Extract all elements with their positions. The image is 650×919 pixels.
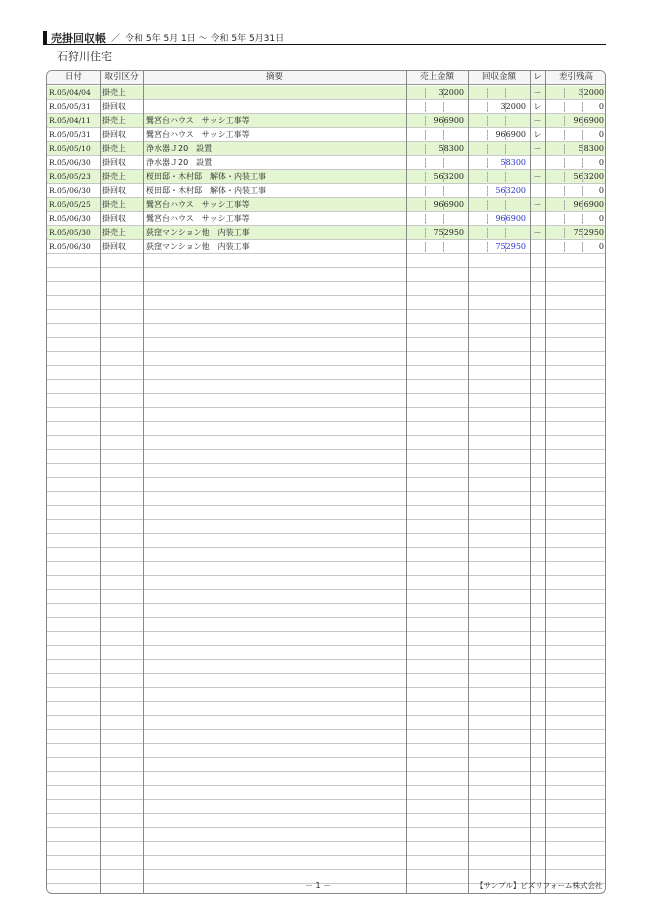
row-date: R.05/06/30 (49, 214, 91, 223)
table-row (47, 478, 605, 492)
row-balance: 0 (598, 242, 604, 251)
digit-guide (487, 116, 488, 126)
row-balance: 0 (598, 214, 604, 223)
digit-guide (564, 242, 565, 252)
row-balance: 32000 (578, 88, 604, 97)
column-divider (530, 71, 531, 893)
row-collection-amount: 752950 (495, 242, 526, 251)
table-row (47, 758, 605, 772)
row-balance: 0 (598, 102, 604, 111)
digit-guide (443, 214, 444, 224)
header-collection: 回収金額 (481, 72, 516, 82)
digit-guide (443, 144, 444, 154)
column-divider (545, 71, 546, 893)
table-row (47, 142, 605, 156)
table-row (47, 716, 605, 730)
row-check (530, 212, 545, 225)
digit-guide (505, 172, 506, 182)
table-row (47, 352, 605, 366)
row-type: 掛売上 (102, 88, 126, 97)
digit-guide (505, 186, 506, 196)
row-type: 掛売上 (102, 172, 126, 181)
row-collection-amount (468, 142, 526, 155)
digit-guide (487, 214, 488, 224)
digit-guide (564, 186, 565, 196)
digit-guide (564, 158, 565, 168)
digit-guide (564, 116, 565, 126)
table-row (47, 100, 605, 114)
row-collection-amount: 32000 (500, 102, 526, 111)
row-sales-amount: 966900 (433, 200, 464, 209)
row-description: 桜田邸・木村邸 解体・内装工事 (146, 186, 266, 195)
digit-guide (443, 186, 444, 196)
row-type: 掛売上 (102, 228, 126, 237)
row-collection-amount (468, 114, 526, 127)
row-type: 掛回収 (102, 130, 126, 139)
digit-guide (443, 200, 444, 210)
row-check: － (533, 228, 542, 237)
row-balance: 563200 (573, 172, 604, 181)
table-row (47, 338, 605, 352)
digit-guide (582, 242, 583, 252)
table-row (47, 576, 605, 590)
digit-guide (425, 172, 426, 182)
row-date: R.05/06/30 (49, 158, 91, 167)
row-balance: 966900 (573, 116, 604, 125)
column-divider (468, 71, 469, 893)
table-row (47, 660, 605, 674)
table-row (47, 842, 605, 856)
column-divider (100, 71, 101, 893)
digit-guide (443, 228, 444, 238)
row-type: 掛回収 (102, 158, 126, 167)
row-collection-amount (468, 86, 526, 99)
table-row (47, 128, 605, 142)
row-collection-amount: 966900 (495, 214, 526, 223)
row-description: 荻窪マンション他 内装工事 (146, 242, 250, 251)
row-description: 浄水器Ｊ20 設置 (146, 144, 213, 153)
row-description: 浄水器Ｊ20 設置 (146, 158, 213, 167)
row-sales-amount (406, 184, 464, 197)
row-balance: 752950 (573, 228, 604, 237)
digit-guide (443, 130, 444, 140)
row-check (530, 184, 545, 197)
digit-guide (487, 242, 488, 252)
row-description: 鷺宮台ハウス サッシ工事等 (146, 130, 250, 139)
digit-guide (582, 144, 583, 154)
row-date: R.05/06/30 (49, 242, 91, 251)
digit-guide (487, 144, 488, 154)
row-collection-amount (468, 226, 526, 239)
digit-guide (425, 116, 426, 126)
table-row (47, 856, 605, 870)
row-date: R.05/06/30 (49, 186, 91, 195)
table-row (47, 268, 605, 282)
digit-guide (582, 116, 583, 126)
digit-guide (505, 200, 506, 210)
row-collection-amount (468, 170, 526, 183)
digit-guide (425, 200, 426, 210)
row-check (530, 156, 545, 169)
digit-guide (425, 144, 426, 154)
row-collection-amount: 563200 (495, 186, 526, 195)
table-row (47, 730, 605, 744)
table-row (47, 772, 605, 786)
ledger-title: 売掛回収帳 (51, 31, 106, 45)
digit-guide (487, 130, 488, 140)
digit-guide (487, 228, 488, 238)
table-row (47, 464, 605, 478)
row-sales-amount: 58300 (438, 144, 464, 153)
digit-guide (564, 130, 565, 140)
ledger-title-bar (43, 31, 606, 45)
digit-guide (425, 88, 426, 98)
row-date: R.05/05/23 (49, 172, 91, 181)
header-check: レ (533, 72, 542, 82)
digit-guide (564, 228, 565, 238)
digit-guide (505, 144, 506, 154)
row-balance: 966900 (573, 200, 604, 209)
column-divider (143, 71, 144, 893)
digit-guide (505, 116, 506, 126)
digit-guide (443, 116, 444, 126)
header-date: 日付 (64, 72, 82, 82)
table-row (47, 156, 605, 170)
table-row (47, 366, 605, 380)
row-check: － (533, 144, 542, 153)
digit-guide (564, 172, 565, 182)
row-description: 桜田邸・木村邸 解体・内装工事 (146, 172, 266, 181)
title-separator: ／ (111, 34, 121, 44)
table-row (47, 184, 605, 198)
ledger-header-row (47, 71, 605, 85)
ledger-period: 令和 5年 5月 1日 ～ 令和 5年 5月31日 (125, 34, 285, 44)
digit-guide (487, 158, 488, 168)
table-row (47, 436, 605, 450)
digit-guide (425, 186, 426, 196)
column-divider (406, 71, 407, 893)
table-row (47, 548, 605, 562)
table-row (47, 408, 605, 422)
row-check (530, 240, 545, 253)
digit-guide (505, 242, 506, 252)
row-sales-amount (406, 128, 464, 141)
digit-guide (425, 102, 426, 112)
table-row (47, 450, 605, 464)
table-row (47, 688, 605, 702)
row-description (146, 100, 404, 113)
row-sales-amount: 752950 (433, 228, 464, 237)
table-row (47, 296, 605, 310)
digit-guide (582, 186, 583, 196)
digit-guide (505, 88, 506, 98)
row-sales-amount (406, 156, 464, 169)
table-row (47, 170, 605, 184)
row-date: R.05/05/10 (49, 144, 91, 153)
table-row (47, 422, 605, 436)
table-row (47, 310, 605, 324)
digit-guide (487, 102, 488, 112)
table-row (47, 240, 605, 254)
digit-guide (425, 214, 426, 224)
row-type: 掛売上 (102, 116, 126, 125)
digit-guide (582, 200, 583, 210)
header-sales: 売上金額 (419, 72, 454, 82)
table-row (47, 604, 605, 618)
table-row (47, 198, 605, 212)
digit-guide (582, 228, 583, 238)
row-type: 掛回収 (102, 214, 126, 223)
row-balance: 0 (598, 130, 604, 139)
digit-guide (505, 102, 506, 112)
digit-guide (582, 158, 583, 168)
row-description: 荻窪マンション他 内装工事 (146, 228, 250, 237)
row-type: 掛売上 (102, 200, 126, 209)
row-type: 掛回収 (102, 186, 126, 195)
digit-guide (505, 214, 506, 224)
row-balance: 0 (598, 158, 604, 167)
ledger-table (46, 70, 606, 894)
row-description: 鷺宮台ハウス サッシ工事等 (146, 200, 250, 209)
digit-guide (487, 88, 488, 98)
table-row (47, 492, 605, 506)
table-row (47, 702, 605, 716)
row-sales-amount: 966900 (433, 116, 464, 125)
row-check: － (533, 116, 542, 125)
digit-guide (582, 130, 583, 140)
digit-guide (505, 158, 506, 168)
digit-guide (443, 88, 444, 98)
table-row (47, 828, 605, 842)
row-date: R.05/05/30 (49, 228, 91, 237)
row-date: R.05/05/25 (49, 200, 91, 209)
digit-guide (443, 102, 444, 112)
row-date: R.05/04/04 (49, 88, 91, 97)
row-sales-amount (406, 240, 464, 253)
row-collection-amount: 966900 (495, 130, 526, 139)
page-number: － 1 － (305, 881, 332, 890)
header-type: 取引区分 (104, 72, 139, 82)
digit-guide (564, 144, 565, 154)
row-check: レ (533, 130, 542, 139)
table-row (47, 506, 605, 520)
row-date: R.05/04/11 (49, 116, 91, 125)
digit-guide (582, 172, 583, 182)
table-row (47, 632, 605, 646)
row-check: － (533, 88, 542, 97)
table-row (47, 282, 605, 296)
row-type: 掛回収 (102, 242, 126, 251)
row-sales-amount: 563200 (433, 172, 464, 181)
row-type: 掛回収 (102, 102, 126, 111)
table-row (47, 814, 605, 828)
digit-guide (487, 186, 488, 196)
row-description (146, 86, 404, 99)
header-balance: 差引残高 (558, 72, 593, 82)
digit-guide (505, 130, 506, 140)
table-row (47, 786, 605, 800)
row-check: レ (533, 102, 542, 111)
table-row (47, 800, 605, 814)
table-row (47, 254, 605, 268)
digit-guide (582, 88, 583, 98)
digit-guide (582, 214, 583, 224)
row-sales-amount (406, 212, 464, 225)
table-row (47, 114, 605, 128)
table-row (47, 226, 605, 240)
digit-guide (564, 214, 565, 224)
row-type: 掛売上 (102, 144, 126, 153)
digit-guide (582, 102, 583, 112)
row-date: R.05/05/31 (49, 130, 91, 139)
digit-guide (425, 130, 426, 140)
row-balance: 0 (598, 186, 604, 195)
digit-guide (425, 242, 426, 252)
table-row (47, 86, 605, 100)
table-row (47, 324, 605, 338)
digit-guide (487, 200, 488, 210)
table-row (47, 520, 605, 534)
table-row (47, 534, 605, 548)
table-row (47, 380, 605, 394)
digit-guide (505, 228, 506, 238)
table-row (47, 212, 605, 226)
row-check: － (533, 172, 542, 181)
table-row (47, 394, 605, 408)
row-balance: 58300 (578, 144, 604, 153)
header-description: 摘要 (265, 72, 283, 82)
digit-guide (564, 102, 565, 112)
table-row (47, 590, 605, 604)
digit-guide (443, 242, 444, 252)
table-row (47, 744, 605, 758)
row-description: 鷺宮台ハウス サッシ工事等 (146, 116, 250, 125)
digit-guide (443, 172, 444, 182)
digit-guide (425, 228, 426, 238)
digit-guide (425, 158, 426, 168)
footer-company: 【サンプル】ビズリフォーム株式会社 (476, 881, 603, 890)
table-row (47, 562, 605, 576)
row-date: R.05/05/31 (49, 102, 91, 111)
digit-guide (564, 88, 565, 98)
digit-guide (443, 158, 444, 168)
row-collection-amount (468, 198, 526, 211)
row-check: － (533, 200, 542, 209)
row-description: 鷺宮台ハウス サッシ工事等 (146, 214, 250, 223)
row-sales-amount: 32000 (438, 88, 464, 97)
table-row (47, 646, 605, 660)
table-row (47, 674, 605, 688)
digit-guide (487, 172, 488, 182)
table-row (47, 618, 605, 632)
company-name: 石狩川住宅 (57, 50, 112, 63)
digit-guide (564, 200, 565, 210)
row-collection-amount: 58300 (500, 158, 526, 167)
row-sales-amount (406, 100, 464, 113)
